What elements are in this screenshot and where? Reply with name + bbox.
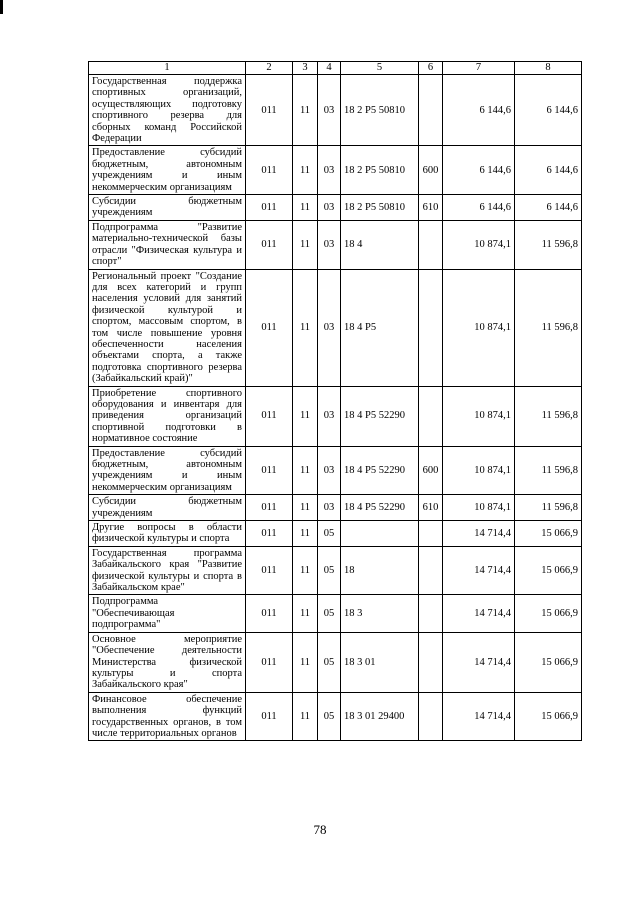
- row-csr: 18 2 Р5 50810: [341, 146, 419, 195]
- col-header-8: 8: [515, 62, 582, 75]
- row-pr: 03: [318, 446, 341, 495]
- row-gr: 011: [246, 75, 293, 146]
- row-gr: 011: [246, 495, 293, 521]
- row-name: Государственная программа Забайкальского края "Развитие физической культуры и спорта в Забайкальском крае": [89, 546, 246, 595]
- row-gr: 011: [246, 632, 293, 692]
- table-row: [89, 446, 582, 495]
- budget-table: [88, 61, 582, 741]
- table-row: [89, 595, 582, 632]
- row-sum2: 11 596,8: [515, 495, 582, 521]
- row-name: Предоставление субсидий бюджетным, автономным учреждениям и иным некоммерческим организациям: [89, 446, 246, 495]
- row-gr: 011: [246, 269, 293, 386]
- row-vr: 600: [419, 446, 443, 495]
- row-sum2: 6 144,6: [515, 146, 582, 195]
- table-row: [89, 220, 582, 269]
- row-vr: [419, 632, 443, 692]
- table-row: [89, 632, 582, 692]
- row-rz: 11: [293, 692, 318, 741]
- row-sum1: 14 714,4: [443, 546, 515, 595]
- row-csr: 18 2 Р5 50810: [341, 195, 419, 221]
- row-vr: 600: [419, 146, 443, 195]
- row-vr: [419, 220, 443, 269]
- row-sum2: 11 596,8: [515, 386, 582, 446]
- row-gr: 011: [246, 220, 293, 269]
- row-rz: 11: [293, 546, 318, 595]
- row-sum2: 11 596,8: [515, 269, 582, 386]
- row-vr: [419, 269, 443, 386]
- row-name: Субсидии бюджетным учреждениям: [89, 195, 246, 221]
- row-csr: 18 3 01: [341, 632, 419, 692]
- row-vr: 610: [419, 495, 443, 521]
- row-rz: 11: [293, 269, 318, 386]
- row-sum2: 6 144,6: [515, 195, 582, 221]
- row-rz: 11: [293, 495, 318, 521]
- col-header-5: 5: [341, 62, 419, 75]
- header-row: [89, 62, 582, 75]
- row-vr: [419, 386, 443, 446]
- table-row: [89, 546, 582, 595]
- table-row: [89, 692, 582, 741]
- row-vr: 610: [419, 195, 443, 221]
- row-pr: 05: [318, 595, 341, 632]
- row-rz: 11: [293, 521, 318, 547]
- row-pr: 03: [318, 495, 341, 521]
- row-pr: 05: [318, 546, 341, 595]
- col-header-3: 3: [293, 62, 318, 75]
- row-name: Другие вопросы в области физической культуры и спорта: [89, 521, 246, 547]
- row-rz: 11: [293, 386, 318, 446]
- row-pr: 03: [318, 269, 341, 386]
- row-sum2: 11 596,8: [515, 446, 582, 495]
- row-pr: 03: [318, 220, 341, 269]
- row-sum1: 14 714,4: [443, 521, 515, 547]
- row-rz: 11: [293, 632, 318, 692]
- row-sum1: 6 144,6: [443, 75, 515, 146]
- row-sum2: 15 066,9: [515, 692, 582, 741]
- row-pr: 05: [318, 632, 341, 692]
- row-name: Субсидии бюджетным учреждениям: [89, 495, 246, 521]
- table-row: [89, 195, 582, 221]
- row-sum2: 15 066,9: [515, 632, 582, 692]
- row-rz: 11: [293, 220, 318, 269]
- row-rz: 11: [293, 446, 318, 495]
- col-header-4: 4: [318, 62, 341, 75]
- table-row: [89, 75, 582, 146]
- col-header-2: 2: [246, 62, 293, 75]
- row-sum1: 10 874,1: [443, 386, 515, 446]
- row-sum1: 6 144,6: [443, 195, 515, 221]
- table-row: [89, 146, 582, 195]
- row-gr: 011: [246, 446, 293, 495]
- row-csr: 18 4: [341, 220, 419, 269]
- row-sum1: 10 874,1: [443, 446, 515, 495]
- row-name: Подпрограмма "Обеспечивающая подпрограмма": [89, 595, 246, 632]
- row-name: Приобретение спортивного оборудования и инвентаря для приведения организаций спортивной подготовки в нормативное состояние: [89, 386, 246, 446]
- scan-edge-mark: [0, 0, 3, 14]
- table-row: [89, 269, 582, 386]
- row-vr: [419, 546, 443, 595]
- row-name: Предоставление субсидий бюджетным, автономным учреждениям и иным некоммерческим организациям: [89, 146, 246, 195]
- col-header-1: 1: [89, 62, 246, 75]
- row-sum1: 14 714,4: [443, 632, 515, 692]
- row-gr: 011: [246, 146, 293, 195]
- row-rz: 11: [293, 146, 318, 195]
- row-name: Региональный проект "Создание для всех категорий и групп населения условий для занятий физической культурой и спортом, массовым спортом, в том числе повышение уровня обеспеченности населения объектами спорта, а также подготовка спортивного резерва (Забайкальский край)": [89, 269, 246, 386]
- table-row: [89, 521, 582, 547]
- row-pr: 03: [318, 386, 341, 446]
- row-sum1: 14 714,4: [443, 595, 515, 632]
- row-csr: 18 4 Р5 52290: [341, 446, 419, 495]
- row-pr: 03: [318, 146, 341, 195]
- row-csr: [341, 521, 419, 547]
- col-header-6: 6: [419, 62, 443, 75]
- row-csr: 18 3: [341, 595, 419, 632]
- row-name: Государственная поддержка спортивных организаций, осуществляющих подготовку спортивного резерва для сборных команд Российской Федерации: [89, 75, 246, 146]
- row-gr: 011: [246, 386, 293, 446]
- row-sum2: 6 144,6: [515, 75, 582, 146]
- row-sum1: 10 874,1: [443, 220, 515, 269]
- page-number: 78: [313, 822, 327, 837]
- row-pr: 03: [318, 195, 341, 221]
- row-name: Финансовое обеспечение выполнения функций государственных органов, в том числе территориальных органов: [89, 692, 246, 741]
- row-sum2: 15 066,9: [515, 521, 582, 547]
- row-name: Основное мероприятие "Обеспечение деятельности Министерства физической культуры и спорта Забайкальского края": [89, 632, 246, 692]
- row-gr: 011: [246, 521, 293, 547]
- row-csr: 18 3 01 29400: [341, 692, 419, 741]
- row-csr: 18 4 Р5: [341, 269, 419, 386]
- row-pr: 03: [318, 75, 341, 146]
- table-row: [89, 386, 582, 446]
- row-sum2: 15 066,9: [515, 546, 582, 595]
- row-pr: 05: [318, 692, 341, 741]
- row-gr: 011: [246, 692, 293, 741]
- row-sum2: 11 596,8: [515, 220, 582, 269]
- row-gr: 011: [246, 546, 293, 595]
- row-csr: 18 4 Р5 52290: [341, 386, 419, 446]
- col-header-7: 7: [443, 62, 515, 75]
- row-name: Подпрограмма "Развитие материально-технической базы отрасли "Физическая культура и спорт": [89, 220, 246, 269]
- row-vr: [419, 595, 443, 632]
- row-rz: 11: [293, 75, 318, 146]
- row-rz: 11: [293, 195, 318, 221]
- row-csr: 18: [341, 546, 419, 595]
- row-gr: 011: [246, 595, 293, 632]
- row-gr: 011: [246, 195, 293, 221]
- row-sum1: 14 714,4: [443, 692, 515, 741]
- row-rz: 11: [293, 595, 318, 632]
- row-csr: 18 4 Р5 52290: [341, 495, 419, 521]
- row-vr: [419, 75, 443, 146]
- table-row: [89, 495, 582, 521]
- row-sum1: 10 874,1: [443, 495, 515, 521]
- row-vr: [419, 692, 443, 741]
- row-sum1: 6 144,6: [443, 146, 515, 195]
- row-vr: [419, 521, 443, 547]
- row-sum1: 10 874,1: [443, 269, 515, 386]
- row-pr: 05: [318, 521, 341, 547]
- row-csr: 18 2 Р5 50810: [341, 75, 419, 146]
- row-sum2: 15 066,9: [515, 595, 582, 632]
